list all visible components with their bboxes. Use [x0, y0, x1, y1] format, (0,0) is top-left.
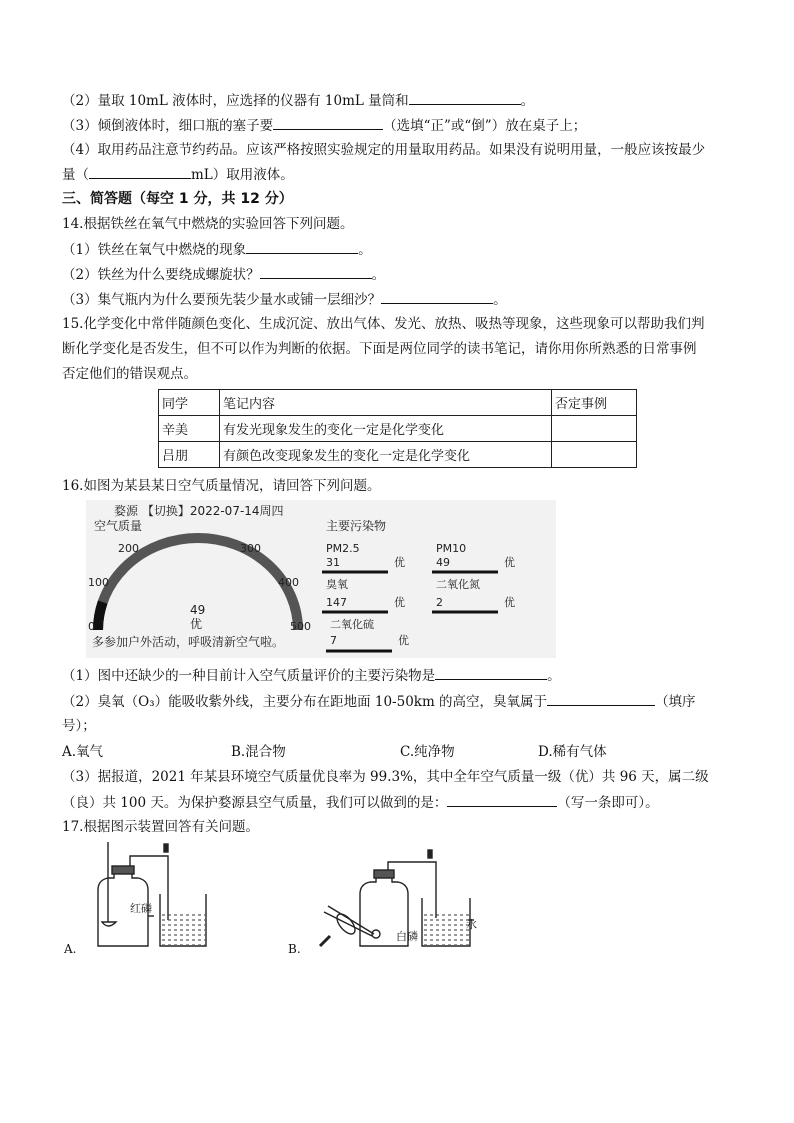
spoon-icon	[102, 922, 116, 926]
option-d[interactable]: D.稀有气体	[538, 744, 607, 760]
table-header-row	[159, 390, 637, 416]
red-phosphorus-label: 红磷	[130, 902, 152, 915]
q16-sub1: （1）图中还缺少的一种目前计入空气质量评价的主要污染物是 。	[62, 665, 561, 686]
pollutant-level: 优	[504, 596, 515, 609]
gauge-tick: 500	[290, 620, 311, 633]
q13-sub3: （3）倾倒液体时，细口瓶的塞子要 （选填“正”或“倒”）放在桌子上；	[62, 115, 586, 136]
q16-sub2-cont: 号）；	[62, 718, 96, 734]
pollutant-level: 优	[394, 596, 405, 609]
figure-b-letter: B.	[288, 942, 301, 956]
answer-blank[interactable]	[89, 164, 191, 179]
pollutant-value: 147	[326, 596, 347, 609]
gauge-tick: 200	[118, 542, 139, 555]
gauge-tick: 0	[88, 620, 95, 633]
q14-sub1: （1）铁丝在氧气中燃烧的现象 。	[62, 239, 372, 260]
lens-icon	[334, 911, 359, 937]
aqi-value: 49	[190, 603, 206, 617]
pollutants-title: 主要污染物	[326, 519, 387, 533]
table-cell: 辛美	[159, 416, 220, 442]
q16-stem: 16.如图为某县某日空气质量情况，请回答下列问题。	[62, 478, 381, 494]
q16-sub2: （2）臭氧（O₃）能吸收紫外线，主要分布在距地面 10-50km 的高空，臭氧属于 （填序	[62, 691, 696, 712]
q13-sub4-cont: 量（ mL）取用液体。	[62, 164, 294, 185]
option-b[interactable]: B.混合物	[231, 744, 286, 760]
table-cell: 吕朋	[159, 442, 220, 468]
q17-stem: 17.根据图示装置回答有关问题。	[62, 819, 259, 835]
option-a[interactable]: A.氧气	[62, 744, 104, 760]
section-title: 三、简答题（每空 1 分，共 12 分）	[62, 191, 293, 207]
answer-blank[interactable]	[246, 239, 358, 254]
water-icon	[161, 914, 205, 945]
light-ray	[328, 906, 374, 934]
answer-blank[interactable]	[381, 289, 493, 304]
pollutant-level: 优	[504, 556, 515, 569]
water-icon	[423, 914, 469, 945]
q14-sub3: （3）集气瓶内为什么要预先装少量水或铺一层细沙？ 。	[62, 289, 507, 310]
table-row	[159, 416, 637, 442]
q16-sub3-cont: （良）共 100 天。为保护婺源县空气质量，我们可以做到的是： （写一条即可）。	[62, 792, 659, 813]
answer-blank[interactable]	[547, 691, 655, 706]
q14-stem: 14.根据铁丝在氧气中燃烧的实验回答下列问题。	[62, 216, 354, 232]
aq-label: 空气质量	[94, 519, 143, 533]
q15-stem-2: 断化学变化是否发生，但不可以作为判断的依据。下面是两位同学的读书笔记，请你用你所熟悉的日常事例	[62, 341, 697, 357]
q14-sub2: （2）铁丝为什么要绕成螺旋状？ 。	[62, 264, 385, 285]
pollutant-name: PM10	[436, 542, 467, 555]
table-header: 笔记内容	[220, 390, 552, 416]
clamp-icon	[428, 850, 432, 858]
white-phosphorus-label: 白磷	[396, 930, 418, 943]
q16-sub3: （3）据报道，2021 年某县环境空气质量优良率为 99.3%，其中全年空气质量一级（优）共 96 天，属二级	[62, 769, 709, 785]
figure-a-letter: A.	[64, 942, 77, 956]
stopper-icon	[112, 866, 134, 874]
pollutant-value: 31	[326, 556, 340, 569]
notes-table	[158, 389, 637, 468]
answer-blank[interactable]	[260, 264, 372, 279]
q13-sub2: （2）量取 10mL 液体时，应选择的仪器有 10mL 量筒和 。	[62, 90, 534, 111]
pollutant-value: 49	[436, 556, 450, 569]
table-cell: 有发光现象发生的变化一定是化学变化	[220, 416, 552, 442]
table-row	[159, 442, 637, 468]
figure-header: 婺源 【切换】2022-07-14周四	[114, 504, 284, 518]
answer-cell[interactable]	[552, 416, 637, 442]
answer-blank[interactable]	[435, 665, 547, 680]
table-header: 同学	[159, 390, 220, 416]
pollutant-level: 优	[394, 556, 405, 569]
apparatus-a	[84, 838, 224, 956]
pollutant-name: 二氧化氮	[436, 578, 480, 591]
q13-sub4: （4）取用药品注意节约药品。应该严格按照实验规定的用量取用药品。如果没有说明用量，一般应该按最少	[62, 142, 706, 158]
gauge-tick: 100	[88, 576, 109, 589]
pollutant-name: 二氧化硫	[330, 618, 374, 631]
pollutant-name: 臭氧	[326, 578, 348, 591]
gauge-tick: 400	[278, 576, 299, 589]
table-cell: 有颜色改变现象发生的变化一定是化学变化	[220, 442, 552, 468]
clamp-icon	[164, 844, 168, 852]
answer-blank[interactable]	[273, 115, 383, 130]
gauge-tick: 300	[240, 542, 261, 555]
aqi-level: 优	[190, 617, 203, 631]
pollutant-value: 2	[436, 596, 443, 609]
handle-icon	[320, 936, 330, 946]
stopper-icon	[374, 870, 394, 878]
option-c[interactable]: C.纯净物	[400, 744, 455, 760]
pollutant-level: 优	[398, 634, 409, 647]
answer-blank[interactable]	[409, 90, 521, 105]
water-label: 水	[466, 918, 477, 931]
q15-stem-3: 否定他们的错误观点。	[62, 366, 197, 382]
pollutant-name: PM2.5	[326, 542, 360, 555]
tube-icon	[388, 862, 436, 918]
answer-blank[interactable]	[447, 792, 557, 807]
table-header: 否定事例	[552, 390, 637, 416]
apparatus-b	[310, 848, 480, 956]
air-quality-figure	[86, 500, 556, 658]
figure-footer: 多参加户外活动，呼吸清新空气啦。	[92, 635, 285, 649]
pollutant-value: 7	[330, 634, 337, 647]
gauge-fill	[98, 602, 103, 630]
answer-cell[interactable]	[552, 442, 637, 468]
q15-stem-1: 15.化学变化中常伴随颜色变化、生成沉淀、放出气体、发光、放热、吸热等现象，这些现象可以帮助我们判	[62, 316, 705, 332]
